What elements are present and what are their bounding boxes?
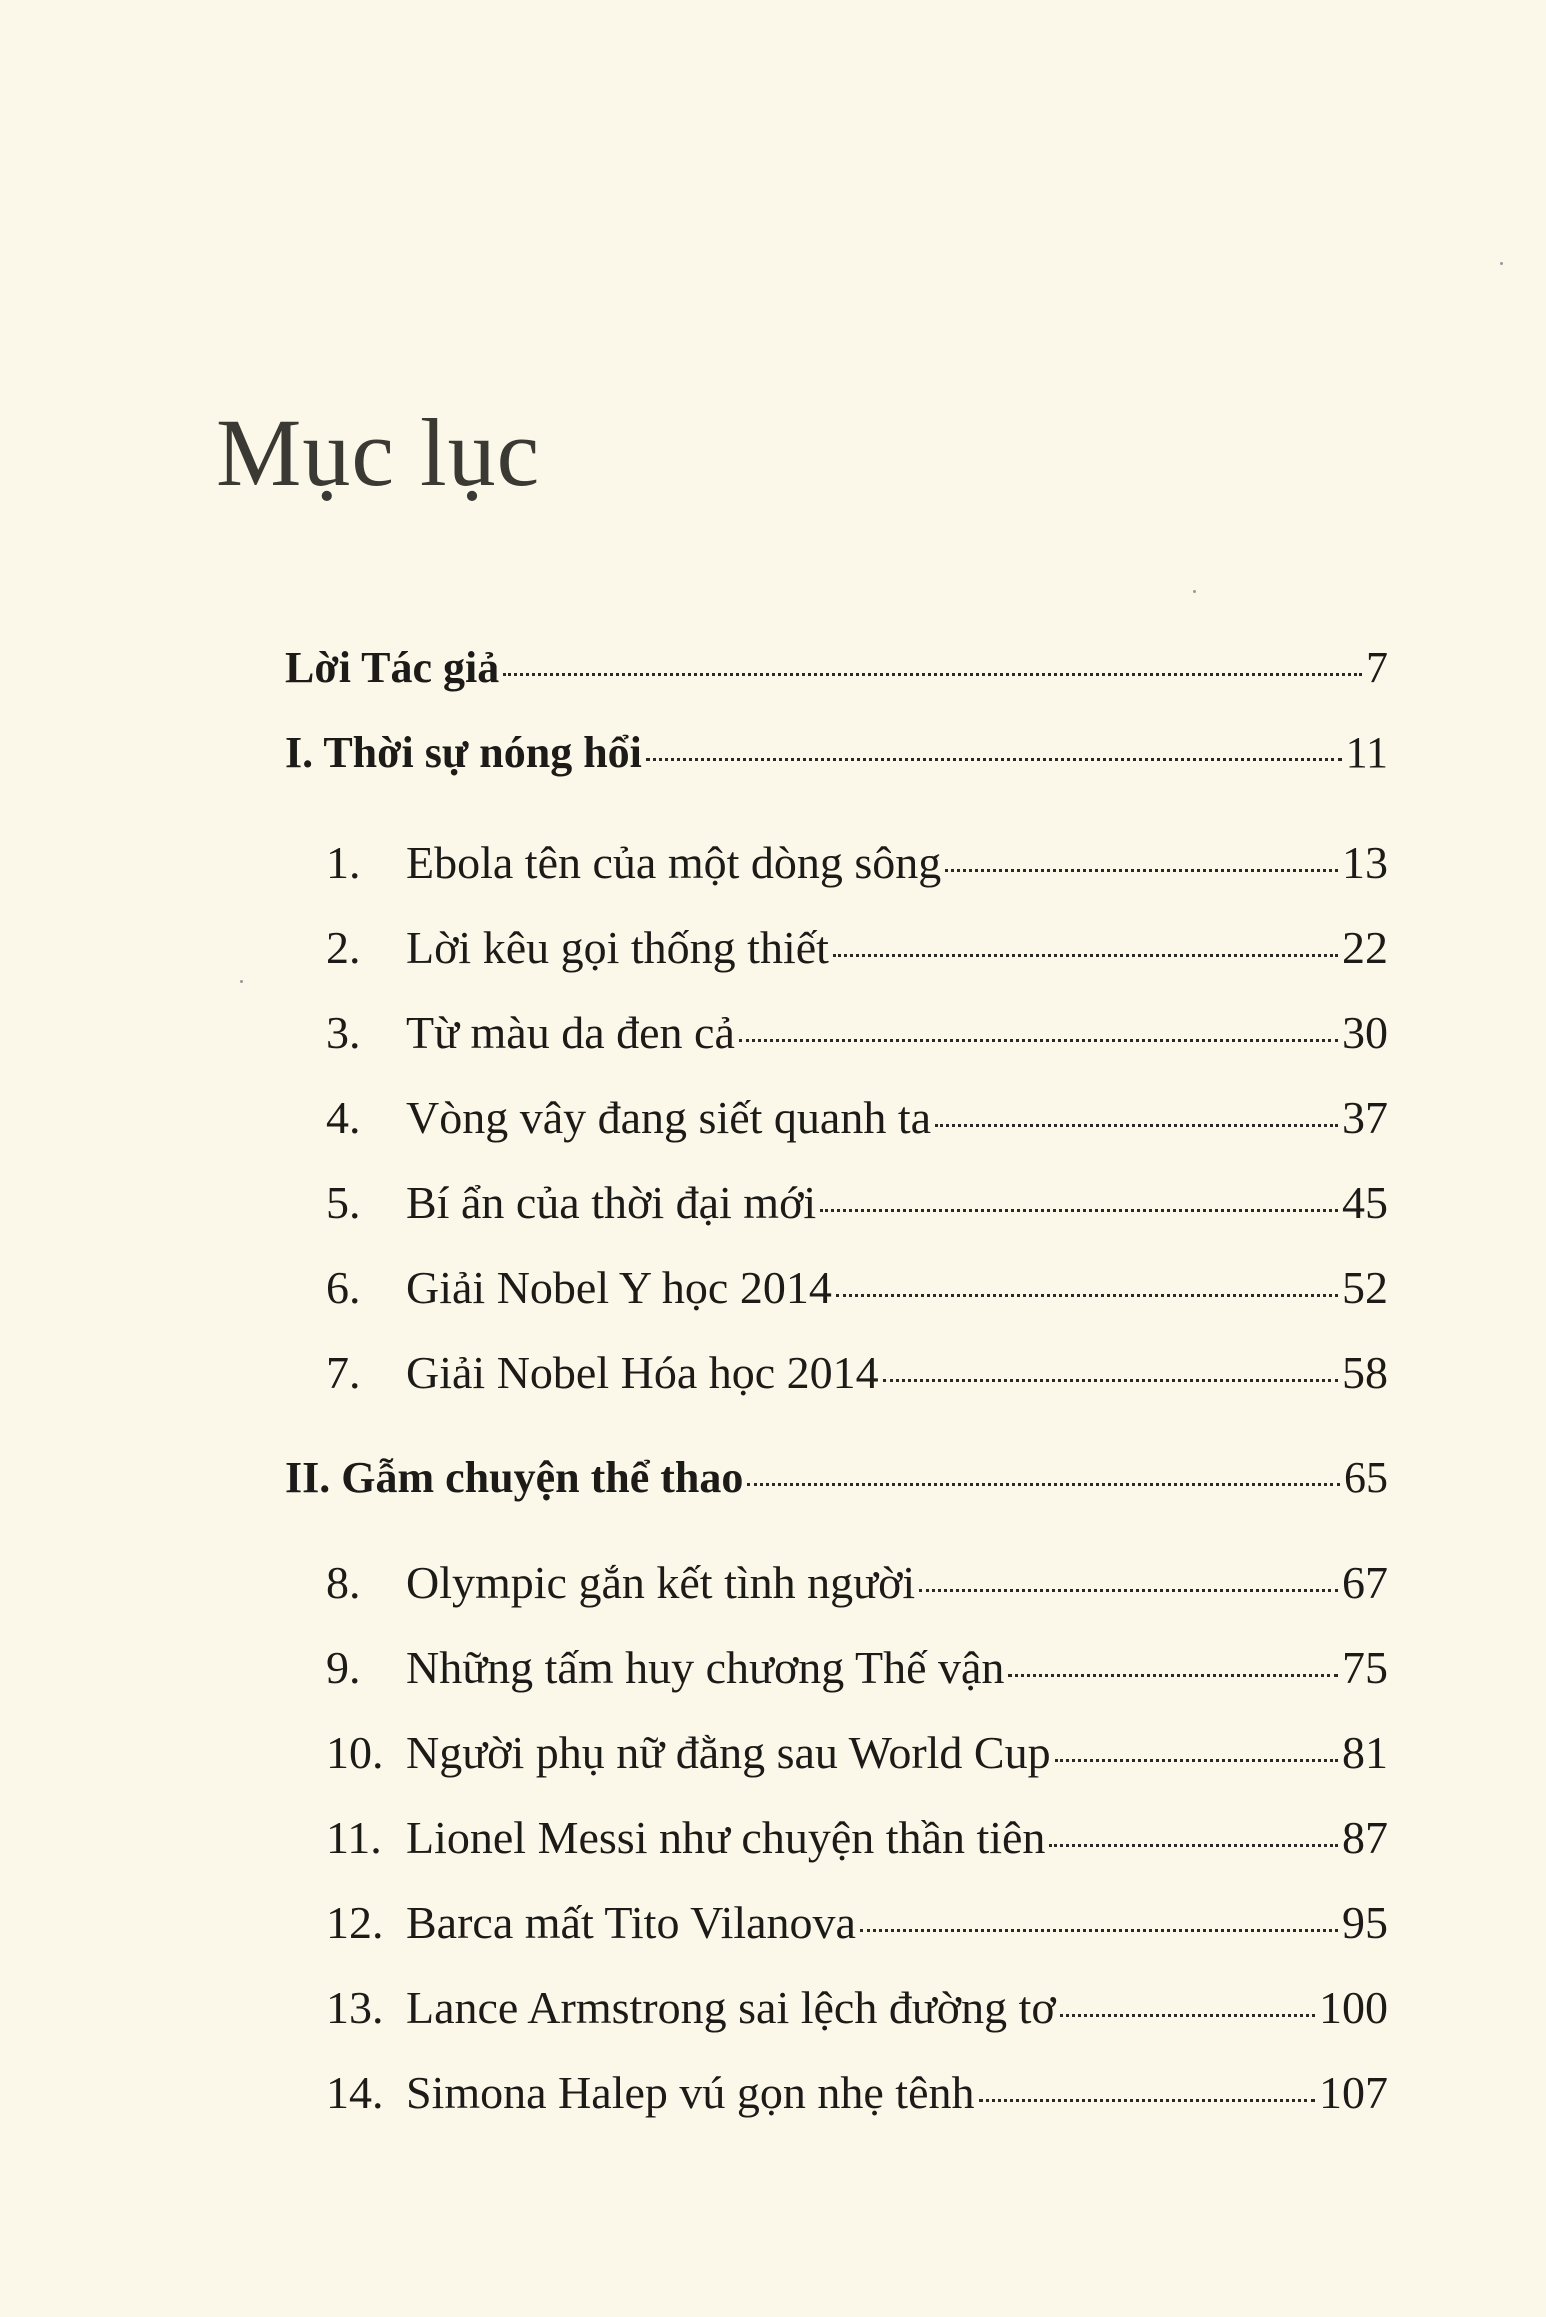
toc-chapter-entry xyxy=(326,1090,1388,1146)
toc-chapter-entry xyxy=(326,1725,1388,1781)
dot-leader xyxy=(1008,1674,1338,1677)
toc-entry-page-number: 7 xyxy=(1366,643,1388,692)
toc-entry-title: Những tấm huy chương Thế vận xyxy=(406,1642,1005,1693)
toc-entry-title: Ebola tên của một dòng sông xyxy=(406,837,942,888)
dot-leader xyxy=(1060,2014,1315,2017)
dot-leader xyxy=(739,1039,1338,1042)
toc-entry-page-number: 107 xyxy=(1319,2067,1388,2118)
toc-entry-number: 13. xyxy=(326,1982,384,2033)
toc-entry-page-number: 45 xyxy=(1342,1177,1388,1228)
toc-entry-number: 1. xyxy=(326,837,361,888)
dot-leader xyxy=(860,1929,1338,1932)
paper-speck xyxy=(240,980,243,983)
toc-entry-page-number: 75 xyxy=(1342,1642,1388,1693)
dot-leader xyxy=(935,1124,1338,1127)
toc-section-entry xyxy=(285,1450,1388,1506)
toc-entry-number: 4. xyxy=(326,1092,361,1143)
toc-entry-page-number: 22 xyxy=(1342,922,1388,973)
dot-leader xyxy=(1055,1759,1338,1762)
toc-entry-title: Lance Armstrong sai lệch đường tơ xyxy=(406,1982,1056,2033)
toc-entry-title: Lời kêu gọi thống thiết xyxy=(406,922,829,973)
toc-entry-title: Giải Nobel Hóa học 2014 xyxy=(406,1347,879,1398)
toc-entry-title: I. Thời sự nóng hổi xyxy=(285,728,642,777)
toc-entry-title: Simona Halep vú gọn nhẹ tênh xyxy=(406,2067,975,2118)
toc-chapter-entry xyxy=(326,1980,1388,2036)
dot-leader xyxy=(919,1589,1338,1592)
toc-chapter-entry xyxy=(326,1175,1388,1231)
toc-entry-page-number: 30 xyxy=(1342,1007,1388,1058)
toc-entry-page-number: 37 xyxy=(1342,1092,1388,1143)
toc-entry-page-number: 100 xyxy=(1319,1982,1388,2033)
toc-entry-number: 5. xyxy=(326,1177,361,1228)
toc-entry-title: Lionel Messi như chuyện thần tiên xyxy=(406,1812,1046,1863)
toc-entry-title: Giải Nobel Y học 2014 xyxy=(406,1262,832,1313)
toc-entry-number: 3. xyxy=(326,1007,361,1058)
toc-entry-page-number: 65 xyxy=(1344,1453,1388,1502)
toc-chapter-entry xyxy=(326,1345,1388,1401)
dot-leader xyxy=(945,869,1338,872)
toc-entry-title: Bí ẩn của thời đại mới xyxy=(406,1177,817,1228)
toc-chapter-entry xyxy=(326,835,1388,891)
dot-leader xyxy=(833,954,1338,957)
dot-leader xyxy=(820,1209,1338,1212)
toc-entry-page-number: 95 xyxy=(1342,1897,1388,1948)
toc-entry-title: Người phụ nữ đằng sau World Cup xyxy=(406,1727,1051,1778)
toc-section-entry xyxy=(285,640,1388,696)
paper-speck xyxy=(1193,590,1196,593)
toc-entry-title: Từ màu da đen cả xyxy=(406,1007,735,1058)
toc-entry-title: Vòng vây đang siết quanh ta xyxy=(406,1092,932,1143)
toc-entry-number: 10. xyxy=(326,1727,384,1778)
toc-entry-number: 12. xyxy=(326,1897,384,1948)
toc-entry-page-number: 87 xyxy=(1342,1812,1388,1863)
toc-entry-title: II. Gẫm chuyện thể thao xyxy=(285,1453,744,1502)
toc-entry-title: Olympic gắn kết tình người xyxy=(406,1557,916,1608)
dot-leader xyxy=(747,1483,1340,1486)
dot-leader xyxy=(503,673,1362,676)
toc-chapter-entry xyxy=(326,1640,1388,1696)
dot-leader xyxy=(836,1294,1338,1297)
toc-entry-page-number: 52 xyxy=(1342,1262,1388,1313)
toc-entry-title: Barca mất Tito Vilanova xyxy=(406,1897,856,1948)
toc-entry-number: 8. xyxy=(326,1557,361,1608)
toc-chapter-entry xyxy=(326,1810,1388,1866)
toc-entry-title: Lời Tác giả xyxy=(285,643,500,692)
page-title: Mục lục xyxy=(216,399,541,506)
toc-entry-number: 11. xyxy=(326,1812,382,1863)
toc-entry-page-number: 81 xyxy=(1342,1727,1388,1778)
paper-speck xyxy=(1500,262,1503,265)
toc-entry-number: 2. xyxy=(326,922,361,973)
toc-entry-page-number: 58 xyxy=(1342,1347,1388,1398)
toc-chapter-entry xyxy=(326,1005,1388,1061)
dot-leader xyxy=(1049,1844,1338,1847)
toc-chapter-entry xyxy=(326,1555,1388,1611)
dot-leader xyxy=(979,2099,1315,2102)
toc-entry-page-number: 11 xyxy=(1345,728,1388,777)
toc-entry-number: 7. xyxy=(326,1347,361,1398)
toc-entry-number: 6. xyxy=(326,1262,361,1313)
toc-chapter-entry xyxy=(326,920,1388,976)
toc-entry-number: 9. xyxy=(326,1642,361,1693)
toc-entry-page-number: 13 xyxy=(1342,837,1388,888)
toc-entry-page-number: 67 xyxy=(1342,1557,1388,1608)
toc-entry-number: 14. xyxy=(326,2067,384,2118)
toc-chapter-entry xyxy=(326,2065,1388,2121)
toc-chapter-entry xyxy=(326,1260,1388,1316)
toc-section-entry xyxy=(285,725,1388,781)
toc-chapter-entry xyxy=(326,1895,1388,1951)
dot-leader xyxy=(646,758,1342,761)
dot-leader xyxy=(883,1379,1338,1382)
